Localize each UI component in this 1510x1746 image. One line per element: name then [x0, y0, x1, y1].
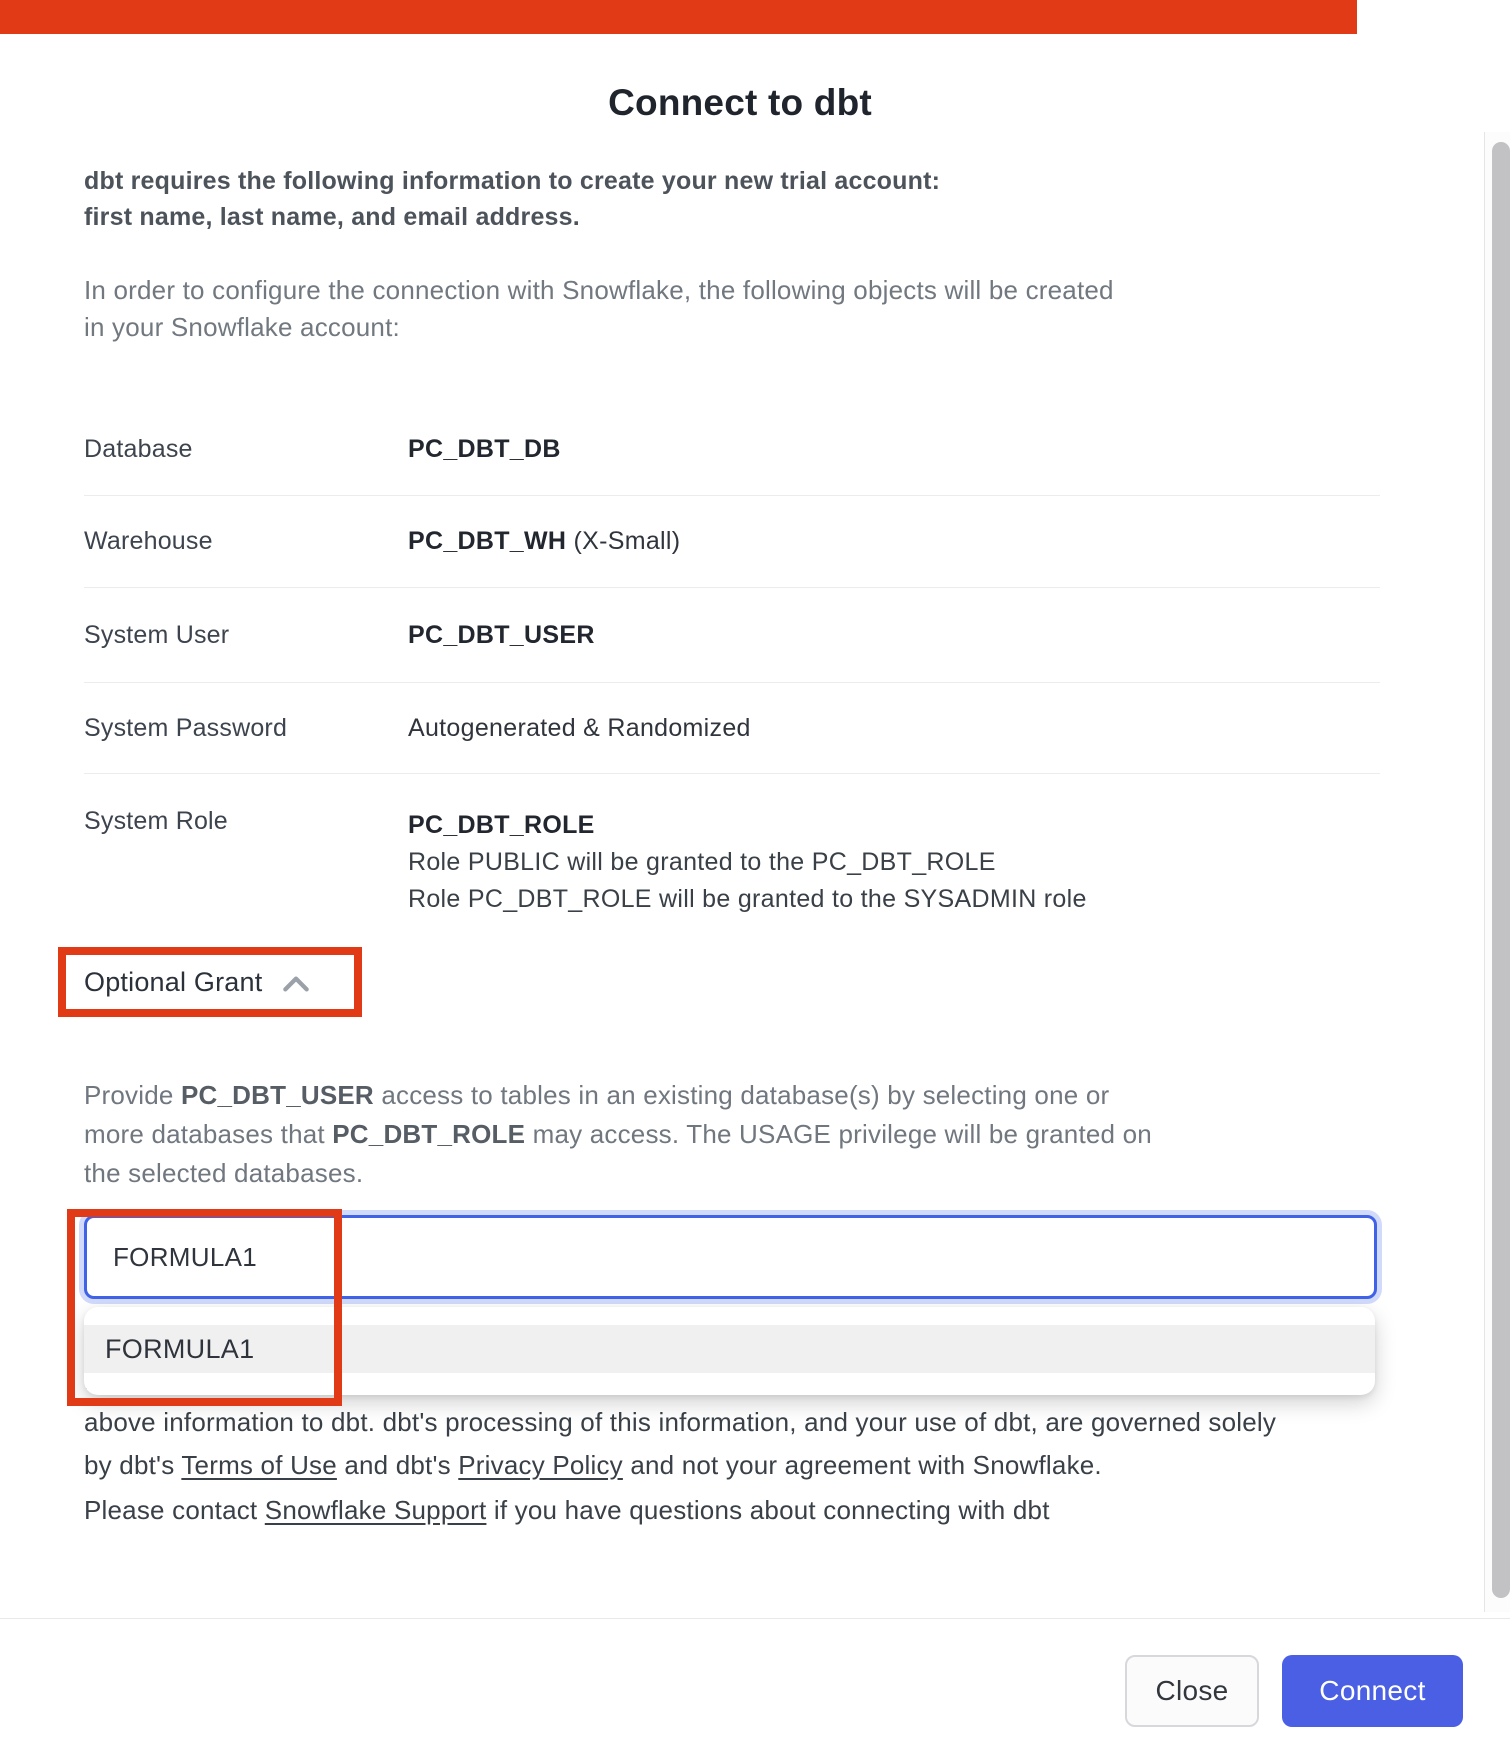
table-row-system-role — [84, 774, 1380, 917]
row-value: PC_DBT_WH (X-Small) — [408, 527, 681, 555]
row-value: PC_DBT_DB — [408, 435, 561, 463]
row-label: System Password — [84, 713, 288, 742]
table-row-database — [84, 404, 1380, 496]
system-role-note-1: Role PUBLIC will be granted to the PC_DBT_ROLE — [408, 848, 996, 876]
dropdown-option-formula1[interactable]: FORMULA1 — [84, 1325, 1375, 1373]
terms-of-use-link[interactable]: Terms of Use — [181, 1450, 337, 1480]
table-row-system-user — [84, 588, 1380, 683]
table-row-system-password — [84, 683, 1380, 774]
grant-description: Provide PC_DBT_USER access to tables in an existing database(s) by selecting one or more databases that PC_DBT_ROLE may access. The USAGE privilege will be granted on the selected databases. — [84, 1080, 1152, 1188]
database-select-input[interactable] — [84, 1215, 1377, 1299]
annotation-top-bar — [0, 0, 1357, 34]
close-button[interactable]: Close — [1125, 1655, 1259, 1727]
optional-grant-label: Optional Grant — [84, 966, 263, 997]
optional-grant-toggle[interactable] — [84, 947, 312, 1017]
system-role-value: PC_DBT_ROLE — [408, 811, 595, 839]
legal-line-2: above information to dbt. dbt's processing of this information, and your use of dbt, are governed solely — [84, 1407, 1277, 1437]
pc-dbt-role-ref: PC_DBT_ROLE — [332, 1119, 526, 1149]
row-value: Autogenerated & Randomized — [408, 713, 751, 742]
row-label: System Role — [84, 807, 228, 835]
intro-line-2: first name, last name, and email address. — [84, 203, 580, 231]
row-value: PC_DBT_USER — [408, 620, 595, 649]
dialog-title: Connect to dbt — [608, 82, 872, 123]
pc-dbt-user-ref: PC_DBT_USER — [180, 1080, 374, 1110]
description-text — [84, 272, 1394, 346]
footer-divider — [0, 1618, 1510, 1619]
warehouse-size: (X-Small) — [566, 527, 681, 555]
chevron-up-icon[interactable] — [280, 973, 312, 995]
snowflake-support-link[interactable]: Snowflake Support — [264, 1495, 487, 1525]
scrollbar-thumb[interactable] — [1492, 142, 1510, 1598]
legal-line-3: by dbt's Terms of Use and dbt's Privacy Policy and not your agreement with Snowflake. — [84, 1450, 1102, 1480]
description-line-1: In order to configure the connection with Snowflake, the following objects will be created — [84, 275, 1114, 305]
intro-text — [84, 163, 1384, 235]
privacy-policy-link[interactable]: Privacy Policy — [458, 1450, 623, 1480]
description-line-2: in your Snowflake account: — [84, 312, 400, 342]
row-label: Database — [84, 435, 193, 463]
row-label: System User — [84, 620, 230, 649]
contact-line: Please contact Snowflake Support if you have questions about connecting with dbt — [84, 1495, 1050, 1525]
intro-line-1: dbt requires the following information to create your new trial account: — [84, 167, 941, 195]
row-value — [408, 807, 1087, 918]
objects-table — [84, 404, 1380, 917]
system-role-note-2: Role PC_DBT_ROLE will be granted to the SYSADMIN role — [408, 885, 1087, 913]
table-row-warehouse — [84, 496, 1380, 588]
row-label: Warehouse — [84, 527, 213, 555]
connect-button[interactable]: Connect — [1282, 1655, 1463, 1727]
database-dropdown — [84, 1307, 1375, 1395]
